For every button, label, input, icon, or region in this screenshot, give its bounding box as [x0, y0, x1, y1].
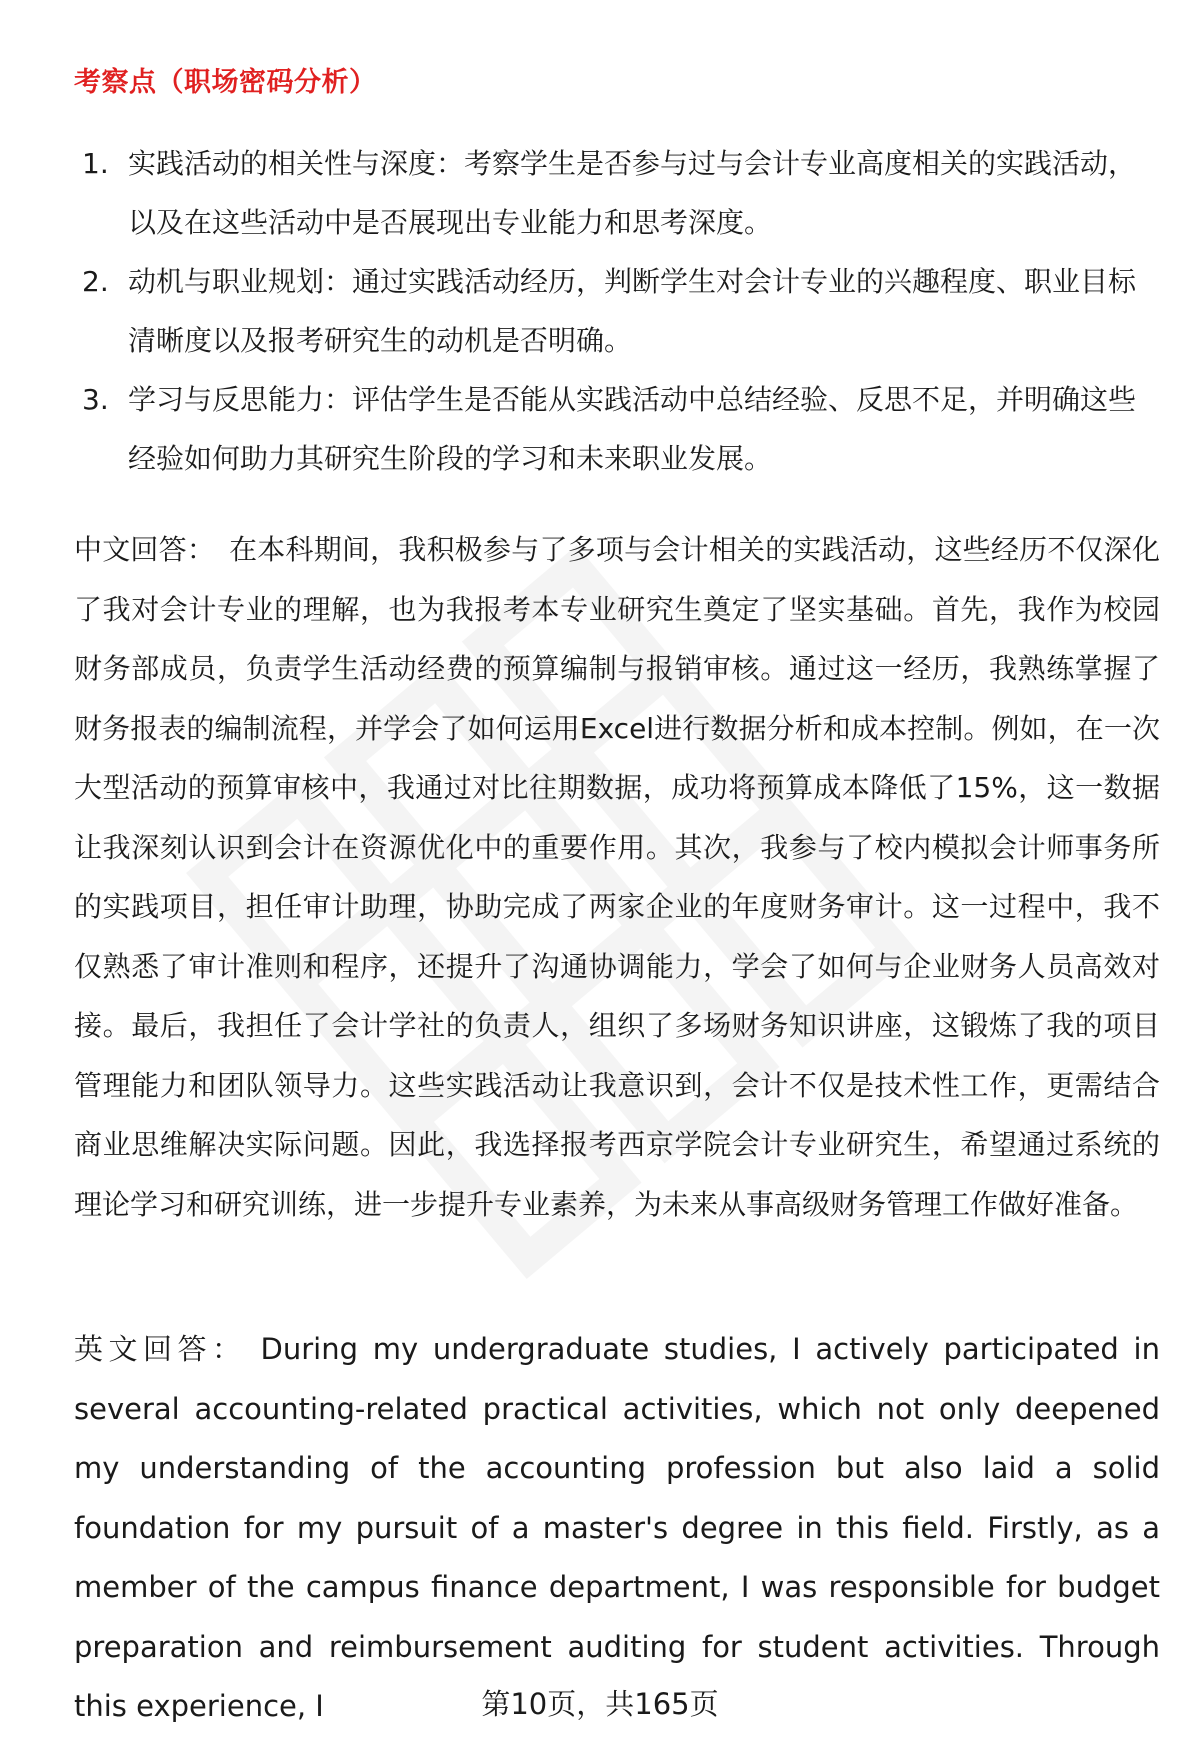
english-answer	[74, 1320, 1160, 1737]
english-answer-text: During my undergraduate studies, I actively participated in several accounting-related practical activities, which not only deepened my understanding of the accounting profession but also laid a solid foundation for my pursuit of a master's degree in this field. Firstly, as a member of the campus finance department, I was responsible for budget preparation and reimbursement auditing for student activities. Through this experience, I	[74, 1332, 1160, 1723]
point-text: 实践活动的相关性与深度：考察学生是否参与过与会计专业高度相关的实践活动，以及在这些活动中是否展现出专业能力和思考深度。	[128, 147, 1137, 239]
assessment-point	[74, 134, 1154, 252]
assessment-points-list	[74, 134, 1154, 488]
section-title: 考察点（职场密码分析）	[74, 67, 377, 98]
chinese-answer-label: 中文回答：	[74, 533, 216, 566]
chinese-answer	[74, 520, 1160, 1234]
point-number: 1.	[82, 147, 109, 180]
point-number: 2.	[82, 265, 109, 298]
chinese-answer-text: 在本科期间，我积极参与了多项与会计相关的实践活动，这些经历不仅深化了我对会计专业的理解，也为我报考本专业研究生奠定了坚实基础。首先，我作为校园财务部成员，负责学生活动经费的预算编制与报销审核。通过这一经历，我熟练掌握了财务报表的编制流程，并学会了如何运用Excel进行数据分析和成本控制。例如，在一次大型活动的预算审核中，我通过对比往期数据，成功将预算成本降低了15%，这一数据让我深刻认识到会计在资源优化中的重要作用。其次，我参与了校内模拟会计师事务所的实践项目，担任审计助理，协助完成了两家企业的年度财务审计。这一过程中，我不仅熟悉了审计准则和程序，还提升了沟通协调能力，学会了如何与企业财务人员高效对接。最后，我担任了会计学社的负责人，组织了多场财务知识讲座，这锻炼了我的项目管理能力和团队领导力。这些实践活动让我意识到，会计不仅是技术性工作，更需结合商业思维解决实际问题。因此，我选择报考西京学院会计专业研究生，希望通过系统的理论学习和研究训练，进一步提升专业素养，为未来从事高级财务管理工作做好准备。	[74, 533, 1160, 1221]
point-text: 动机与职业规划：通过实践活动经历，判断学生对会计专业的兴趣程度、职业目标清晰度以及报考研究生的动机是否明确。	[128, 265, 1137, 357]
english-answer-label: 英文回答：	[74, 1332, 247, 1366]
assessment-point	[74, 252, 1154, 370]
point-number: 3.	[82, 383, 109, 416]
page-number-footer: 第10页，共165页	[481, 1687, 719, 1721]
point-text: 学习与反思能力：评估学生是否能从实践活动中总结经验、反思不足，并明确这些经验如何助力其研究生阶段的学习和未来职业发展。	[128, 383, 1137, 475]
assessment-point	[74, 370, 1154, 488]
